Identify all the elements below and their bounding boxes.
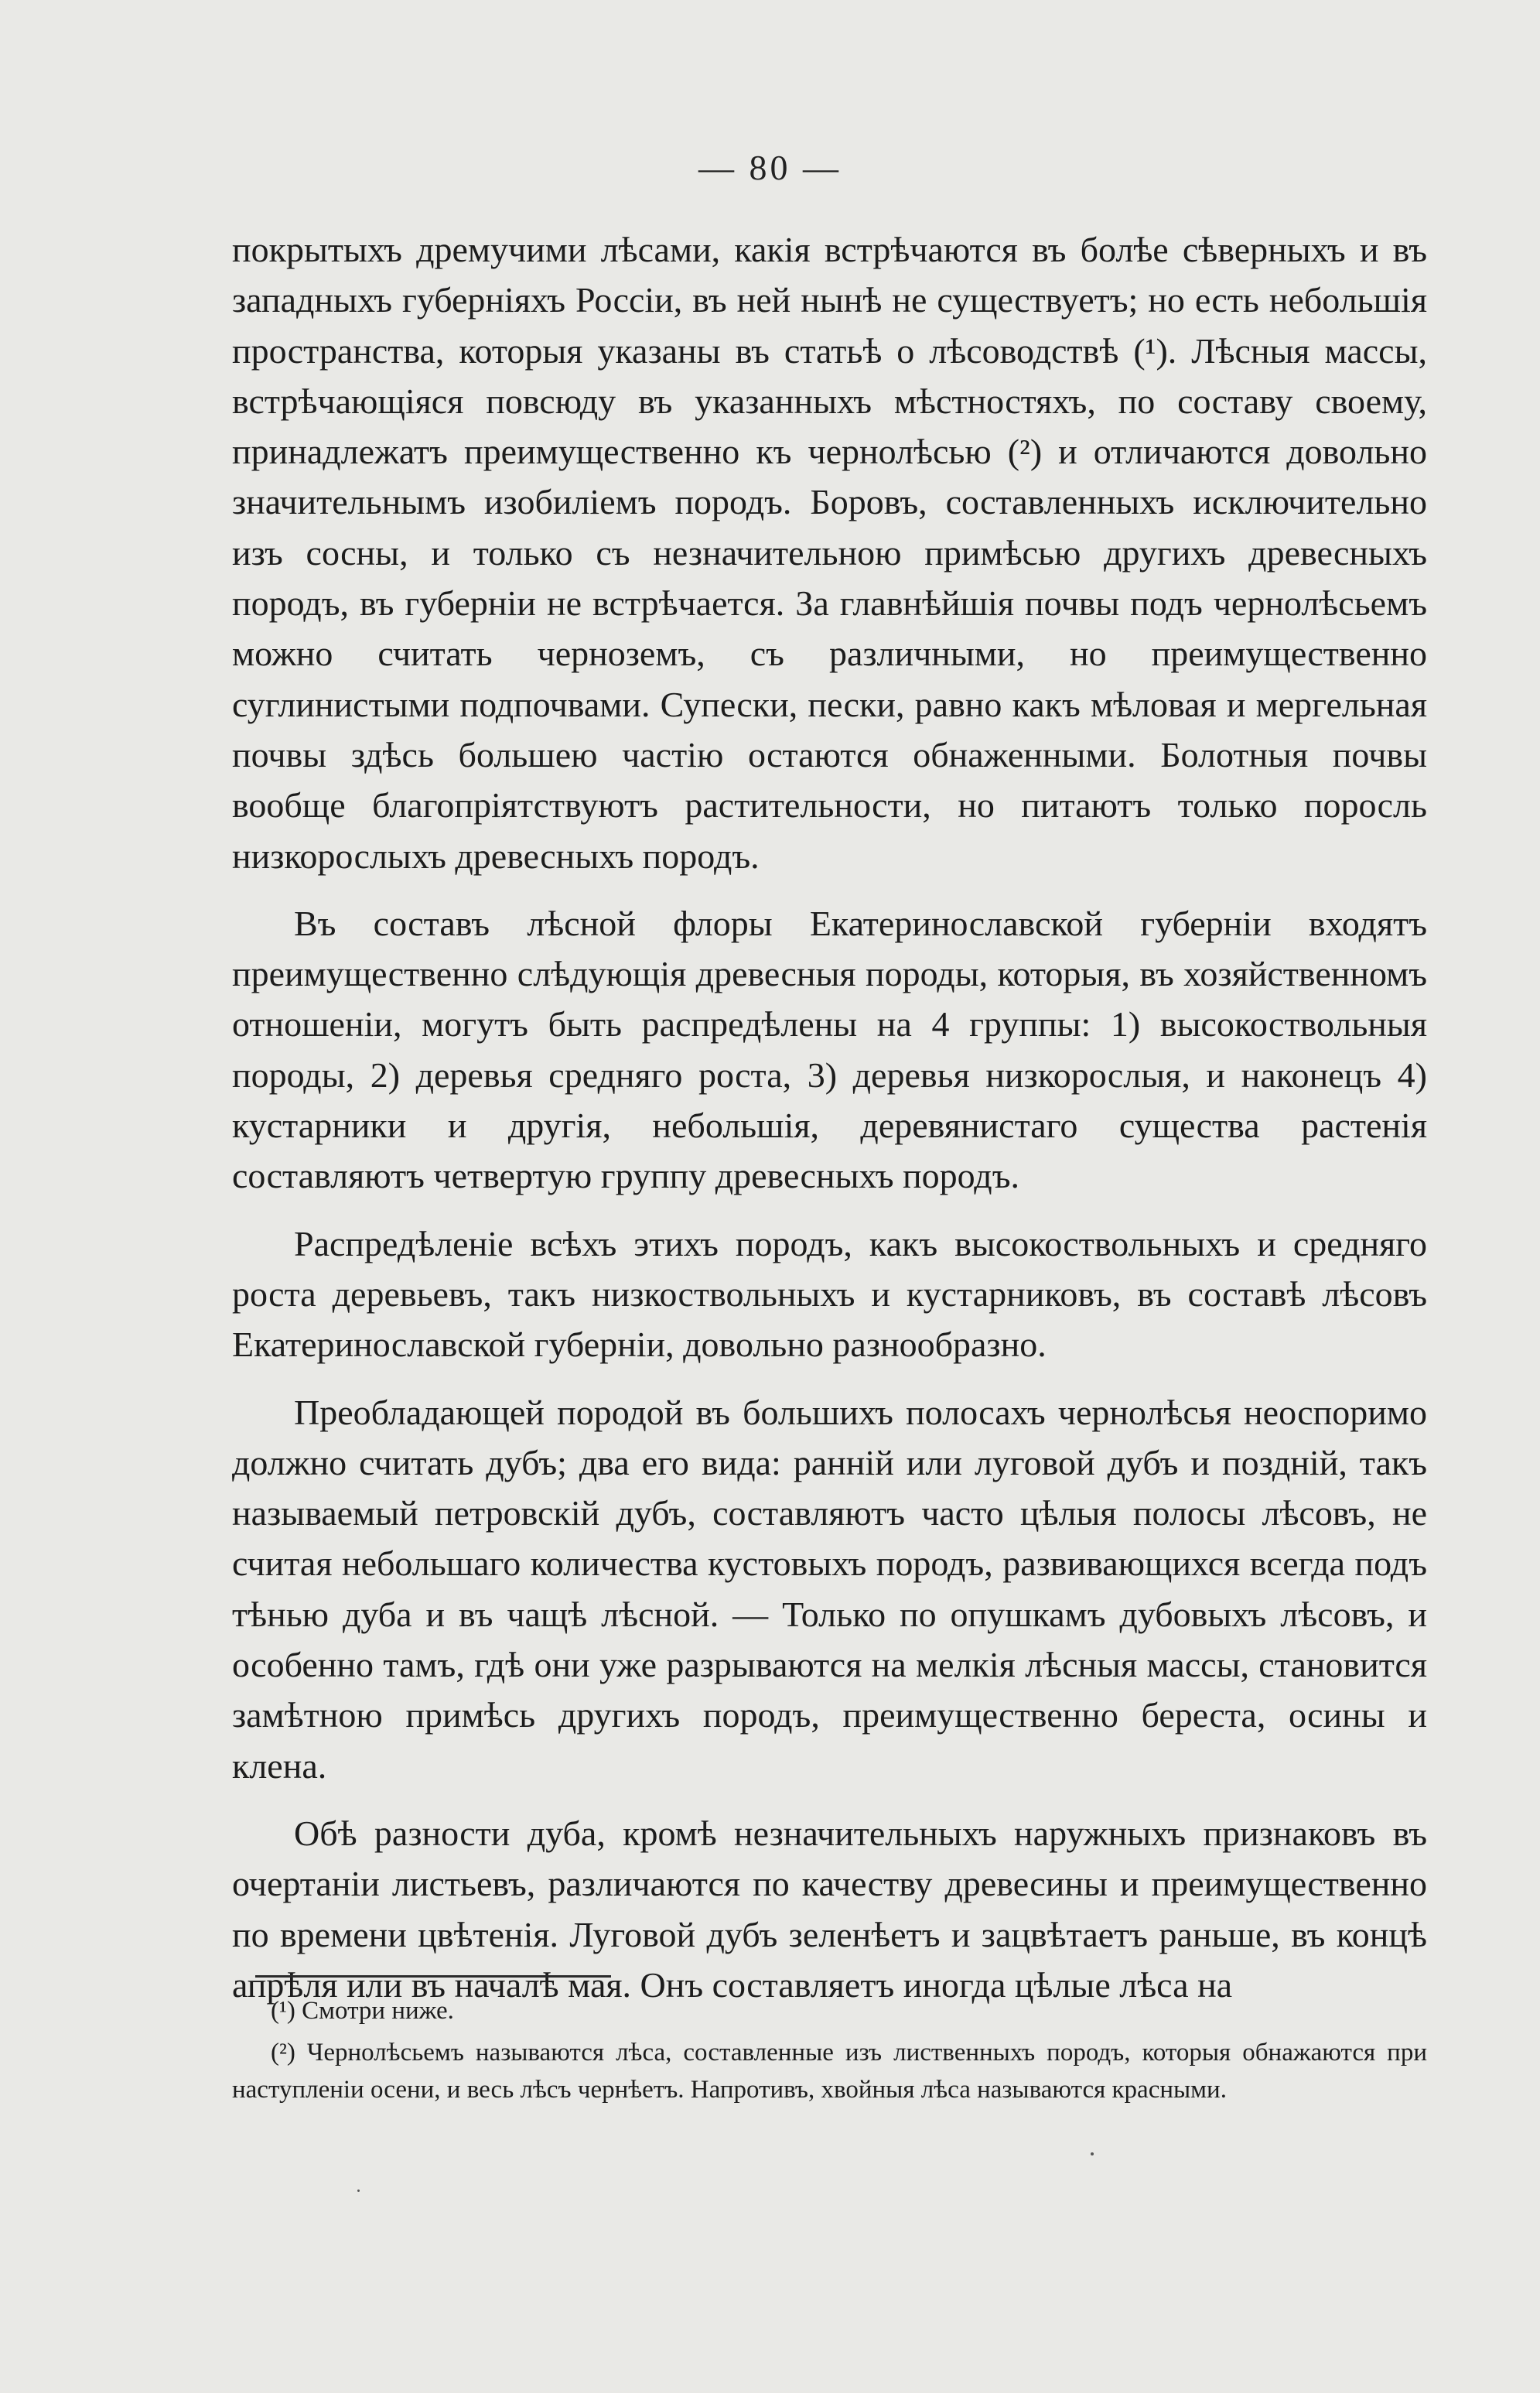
paragraph: Распредѣленіе всѣхъ этихъ породъ, какъ высокоствольныхъ и средняго роста деревьевъ, такъ низкоствольныхъ и кустарниковъ, въ составѣ лѣсовъ Екатеринославской губерніи, довольно разнообразно. (232, 1223, 1427, 1365)
page-number: — 80 — (698, 148, 842, 187)
footnote: (²) Чернолѣсьемъ называются лѣса, составленные изъ лиственныхъ породъ, которыя обнажаются при наступленіи осени, и весь лѣсъ чернѣетъ. Напротивъ, хвойныя лѣса называются красными. (232, 2039, 1427, 2104)
footnote-divider (255, 1975, 611, 1978)
paragraph: Обѣ разности дуба, кромѣ незначительныхъ наружныхъ признаковъ въ очертаніи листьевъ, различаются по качеству древесины и преимущественно по времени цвѣтенія. Луговой дубъ зеленѣетъ и зацвѣтаетъ раньше, въ концѣ апрѣля или въ началѣ мая. Онъ составляетъ иногда цѣлые лѣса на (232, 1813, 1427, 2005)
paper-speck (357, 2190, 360, 2192)
paragraph: Въ составъ лѣсной флоры Екатеринославской губерніи входятъ преимущественно слѣдующія древесныя породы, которыя, въ хозяйственномъ отношеніи, могутъ быть распредѣлены на 4 группы: 1) высокоствольныя породы, 2) деревья средняго роста, 3) деревья низкорослыя, и наконецъ 4) кустарники и другія, небольшія, деревянистаго существа растенія составляютъ четвертую группу древесныхъ породъ. (232, 903, 1427, 1196)
body-text (232, 224, 1427, 2027)
paper-speck (1091, 2152, 1094, 2155)
footnote: (¹) Смотри ниже. (271, 1997, 454, 2025)
paragraph: покрытыхъ дремучими лѣсами, какія встрѣчаются въ болѣе сѣверныхъ и въ западныхъ губерніяхъ Россіи, въ ней нынѣ не существуетъ; но есть небольшія пространства, которыя указаны въ статьѣ о лѣсоводствѣ (¹). Лѣсныя массы, встрѣчающіяся повсюду въ указанныхъ мѣстностяхъ, по составу своему, принадлежатъ преимущественно къ чернолѣсью (²) и отличаются довольно значительнымъ изобиліемъ породъ. Боровъ, составленныхъ исключительно изъ сосны, и только съ незначительною примѣсью другихъ древесныхъ породъ, въ губерніи не встрѣчается. За главнѣйшія почвы подъ чернолѣсьемъ можно считать черноземъ, съ различными, но преимущественно суглинистыми подпочвами. Супески, пески, равно какъ мѣловая и мергельная почвы здѣсь большею частію остаются обнаженными. Болотныя почвы вообще благопріятствуютъ растительности, но питаютъ только поросль низкорослыхъ древесныхъ породъ. (232, 230, 1427, 876)
footnotes (232, 1992, 1427, 2111)
paragraph: Преобладающей породой въ большихъ полосахъ чернолѣсья неоспоримо должно считать дубъ; два его вида: ранній или луговой дубъ и поздній, такъ называемый петровскій дубъ, составляютъ часто цѣлыя полосы лѣсовъ, не считая небольшаго количества кустовыхъ породъ, развивающихся всегда подъ тѣнью дуба и въ чащѣ лѣсной. — Только по опушкамъ дубовыхъ лѣсовъ, и особенно тамъ, гдѣ они уже разрываются на мелкія лѣсныя массы, становится замѣтною примѣсь другихъ породъ, преимущественно береста, осины и клена. (232, 1392, 1427, 1786)
